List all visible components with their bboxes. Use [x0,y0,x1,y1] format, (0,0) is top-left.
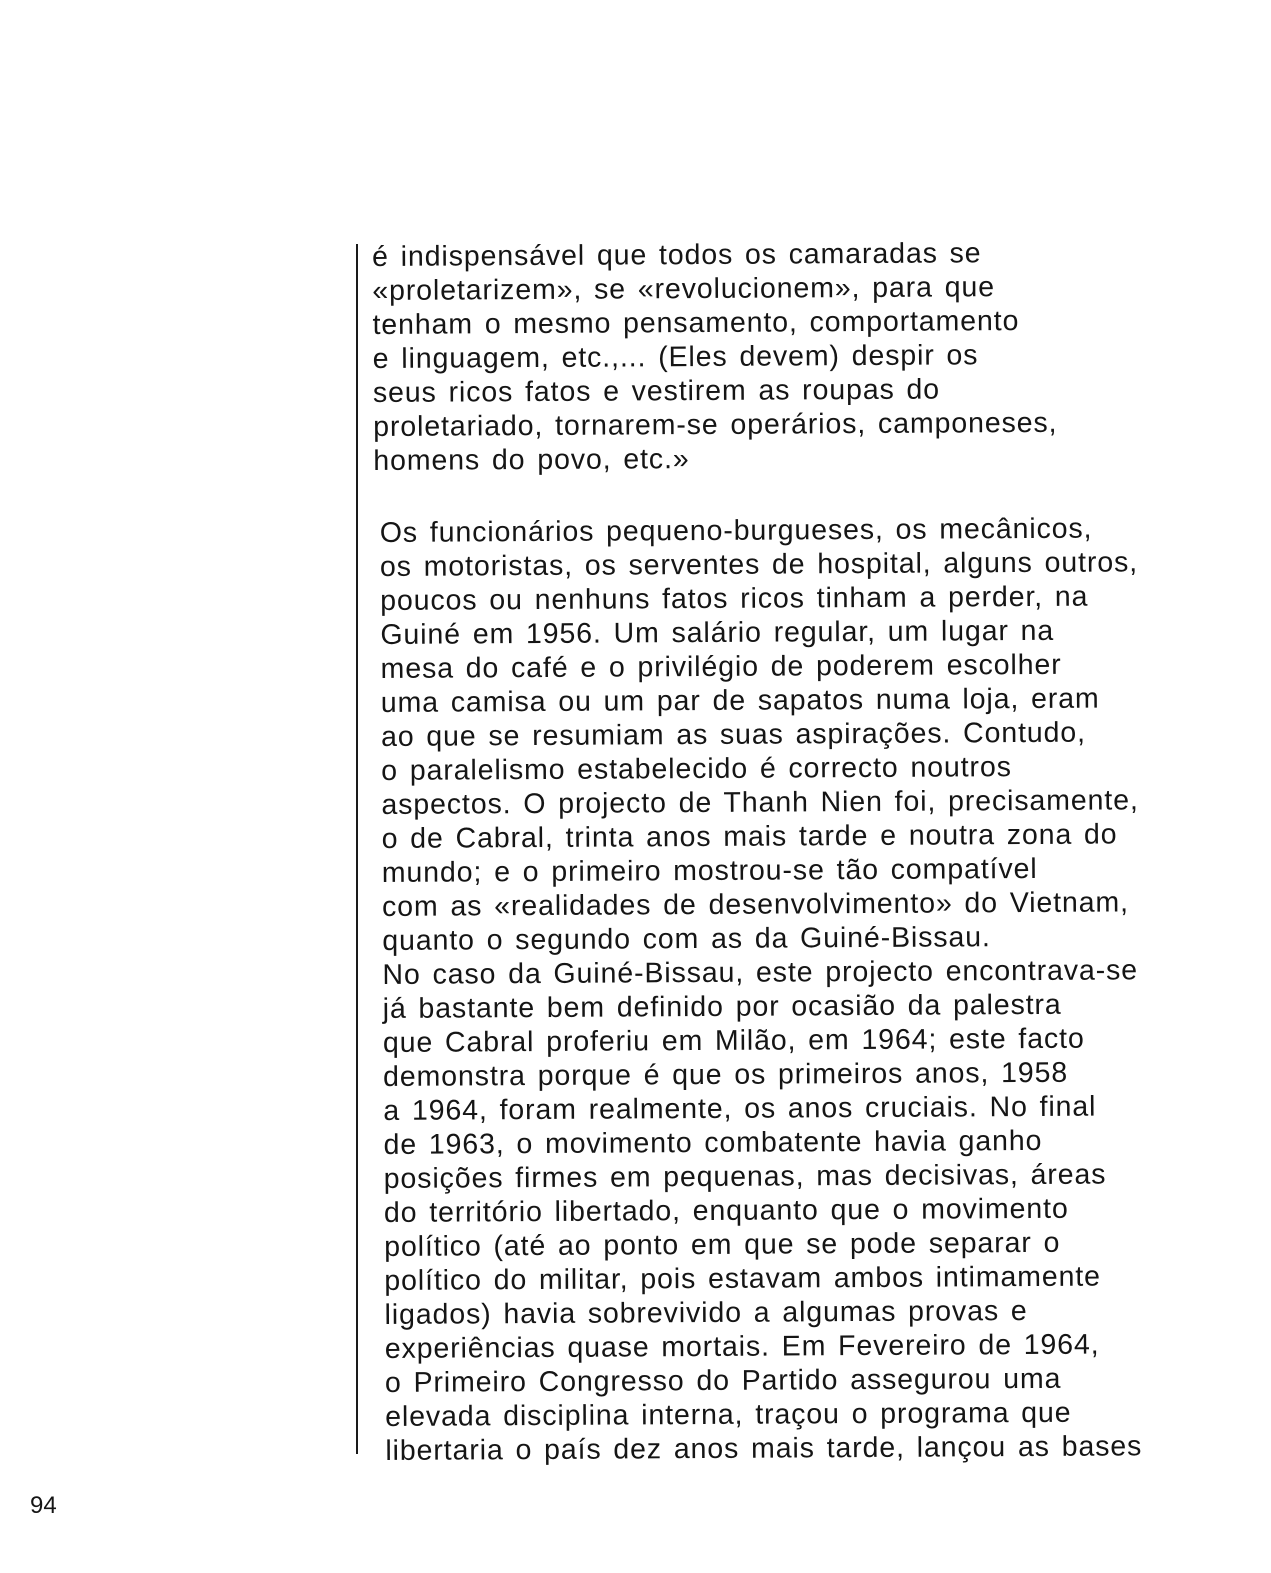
body-text [372,235,1259,1468]
text-line: experiências quase mortais. Em Fevereiro de 1964, [384,1328,1100,1365]
text-line: quanto o segundo com as da Guiné-Bissau. [382,921,991,957]
text-line: homens do povo, etc.» [373,443,690,477]
text-line: político do militar, pois estavam ambos intimamente [384,1260,1101,1297]
text-line: mesa do café e o privilégio de poderem escolher [380,648,1062,685]
text-line: com as «realidades de desenvolvimento» do Vietnam, [381,886,1130,923]
text-line: mundo; e o primeiro mostrou-se tão compatível [381,852,1038,889]
text-line: já bastante bem definido por ocasião da palestra [382,988,1062,1025]
text-line: o de Cabral, trinta anos mais tarde e noutra zona do [381,818,1118,855]
text-line: uma camisa ou um par de sapatos numa loja, eram [380,682,1100,719]
text-line: «proletarizem», se «revolucionem», para que [372,271,996,307]
text-line: e linguagem, etc.,... (Eles devem) despir os [372,339,979,375]
quote-paragraph [372,235,1253,478]
text-line: o Primeiro Congresso do Partido assegurou uma [384,1362,1062,1399]
body-paragraph [374,511,1260,1468]
text-line: Os funcionários pequeno-burgueses, os mecânicos, [379,512,1093,549]
text-line: ao que se resumiam as suas aspirações. Contudo, [380,716,1087,753]
text-line: elevada disciplina interna, traçou o programa que [385,1396,1072,1433]
text-line: seus ricos fatos e vestirem as roupas do [372,373,941,409]
text-line: poucos ou nenhuns fatos ricos tinham a perder, na [380,580,1089,617]
text-line: de 1963, o movimento combatente havia ganho [383,1124,1043,1161]
text-line: político (até ao ponto em que se pode separar o [384,1226,1061,1263]
text-line: os motoristas, os serventes de hospital, alguns outros, [379,546,1139,583]
text-line: ligados) havia sobrevivido a algumas provas e [384,1295,1028,1331]
text-line: o paralelismo estabelecido é correcto noutros [381,751,1012,787]
text-line: Guiné em 1956. Um salário regular, um lugar na [380,614,1055,651]
page-number: 94 [30,1492,57,1519]
text-line: é indispensável que todos os camaradas se [372,237,982,273]
paragraph-gap [373,473,1253,516]
margin-rule [356,244,358,1454]
text-line: que Cabral proferiu em Milão, em 1964; este facto [382,1022,1085,1059]
text-line: tenham o mesmo pensamento, comportamento [372,305,1020,341]
text-line: aspectos. O projecto de Thanh Nien foi, precisamente, [381,784,1139,821]
text-line: a 1964, foram realmente, os anos cruciais. No final [383,1090,1097,1127]
text-line: proletariado, tornarem-se operários, camponeses, [373,406,1058,443]
text-line: posições firmes em pequenas, mas decisivas, áreas [383,1158,1107,1195]
text-line: demonstra porque é que os primeiros anos, 1958 [383,1056,1069,1093]
text-line: No caso da Guiné-Bissau, este projecto encontrava-se [382,954,1139,991]
text-line: do território libertado, enquanto que o movimento [383,1192,1069,1229]
text-line: libertaria o país dez anos mais tarde, lançou as bases [385,1430,1143,1467]
